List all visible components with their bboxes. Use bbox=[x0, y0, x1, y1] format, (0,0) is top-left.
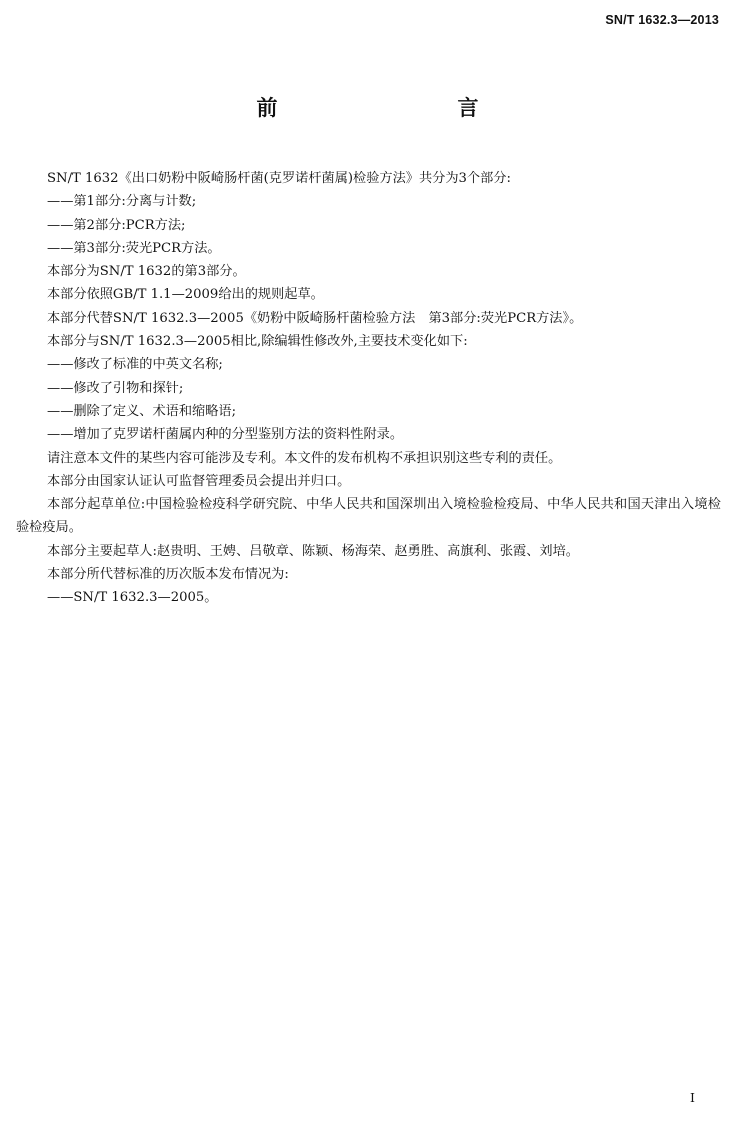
list-item-part-1: ——第1部分:分离与计数; bbox=[47, 194, 197, 210]
paragraph-proposer: 本部分由国家认证认可监督管理委员会提出并归口。 bbox=[47, 473, 351, 489]
page-title: 前 言 bbox=[256, 96, 525, 120]
list-item-change-primers: ——修改了引物和探针; bbox=[47, 380, 184, 396]
paragraph-replaces: 本部分代替SN/T 1632.3—2005《奶粉中阪崎肠杆菌检验方法 第3部分:荧光PCR方法》。 bbox=[47, 310, 583, 326]
list-item-change-names: ——修改了标准的中英文名称; bbox=[47, 357, 223, 373]
foreword-body bbox=[16, 167, 721, 610]
list-item-change-annex: ——增加了克罗诺杆菌属内种的分型鉴别方法的资料性附录。 bbox=[47, 427, 404, 443]
paragraph-changes-intro: 本部分与SN/T 1632.3—2005相比,除编辑性修改外,主要技术变化如下: bbox=[47, 334, 468, 350]
paragraph-version-history: 本部分所代替标准的历次版本发布情况为: bbox=[47, 567, 289, 583]
list-item-change-definitions: ——删除了定义、术语和缩略语; bbox=[47, 403, 237, 419]
list-item-part-3: ——第3部分:荧光PCR方法。 bbox=[47, 240, 221, 256]
paragraph-drafters: 本部分主要起草人:赵贵明、王娉、吕敬章、陈颖、杨海荣、赵勇胜、高旗利、张霞、刘培。 bbox=[47, 543, 579, 559]
list-item-previous-version: ——SN/T 1632.3—2005。 bbox=[47, 590, 218, 606]
paragraph-this-part: 本部分为SN/T 1632的第3部分。 bbox=[47, 264, 246, 280]
page-number: I bbox=[690, 1090, 695, 1105]
paragraph-drafting-units: 本部分起草单位:中国检验检疫科学研究院、中华人民共和国深圳出入境检验检疫局、中华人民共和国天津出入境检验检疫局。 bbox=[16, 497, 721, 536]
list-item-part-2: ——第2部分:PCR方法; bbox=[47, 217, 186, 233]
paragraph-patent-notice: 请注意本文件的某些内容可能涉及专利。本文件的发布机构不承担识别这些专利的责任。 bbox=[47, 450, 562, 466]
paragraph-parts-overview: SN/T 1632《出口奶粉中阪崎肠杆菌(克罗诺杆菌属)检验方法》共分为3个部分: bbox=[47, 171, 511, 186]
document-code: SN/T 1632.3—2013 bbox=[605, 13, 719, 27]
paragraph-drafting-rules: 本部分依照GB/T 1.1—2009给出的规则起草。 bbox=[47, 287, 324, 303]
